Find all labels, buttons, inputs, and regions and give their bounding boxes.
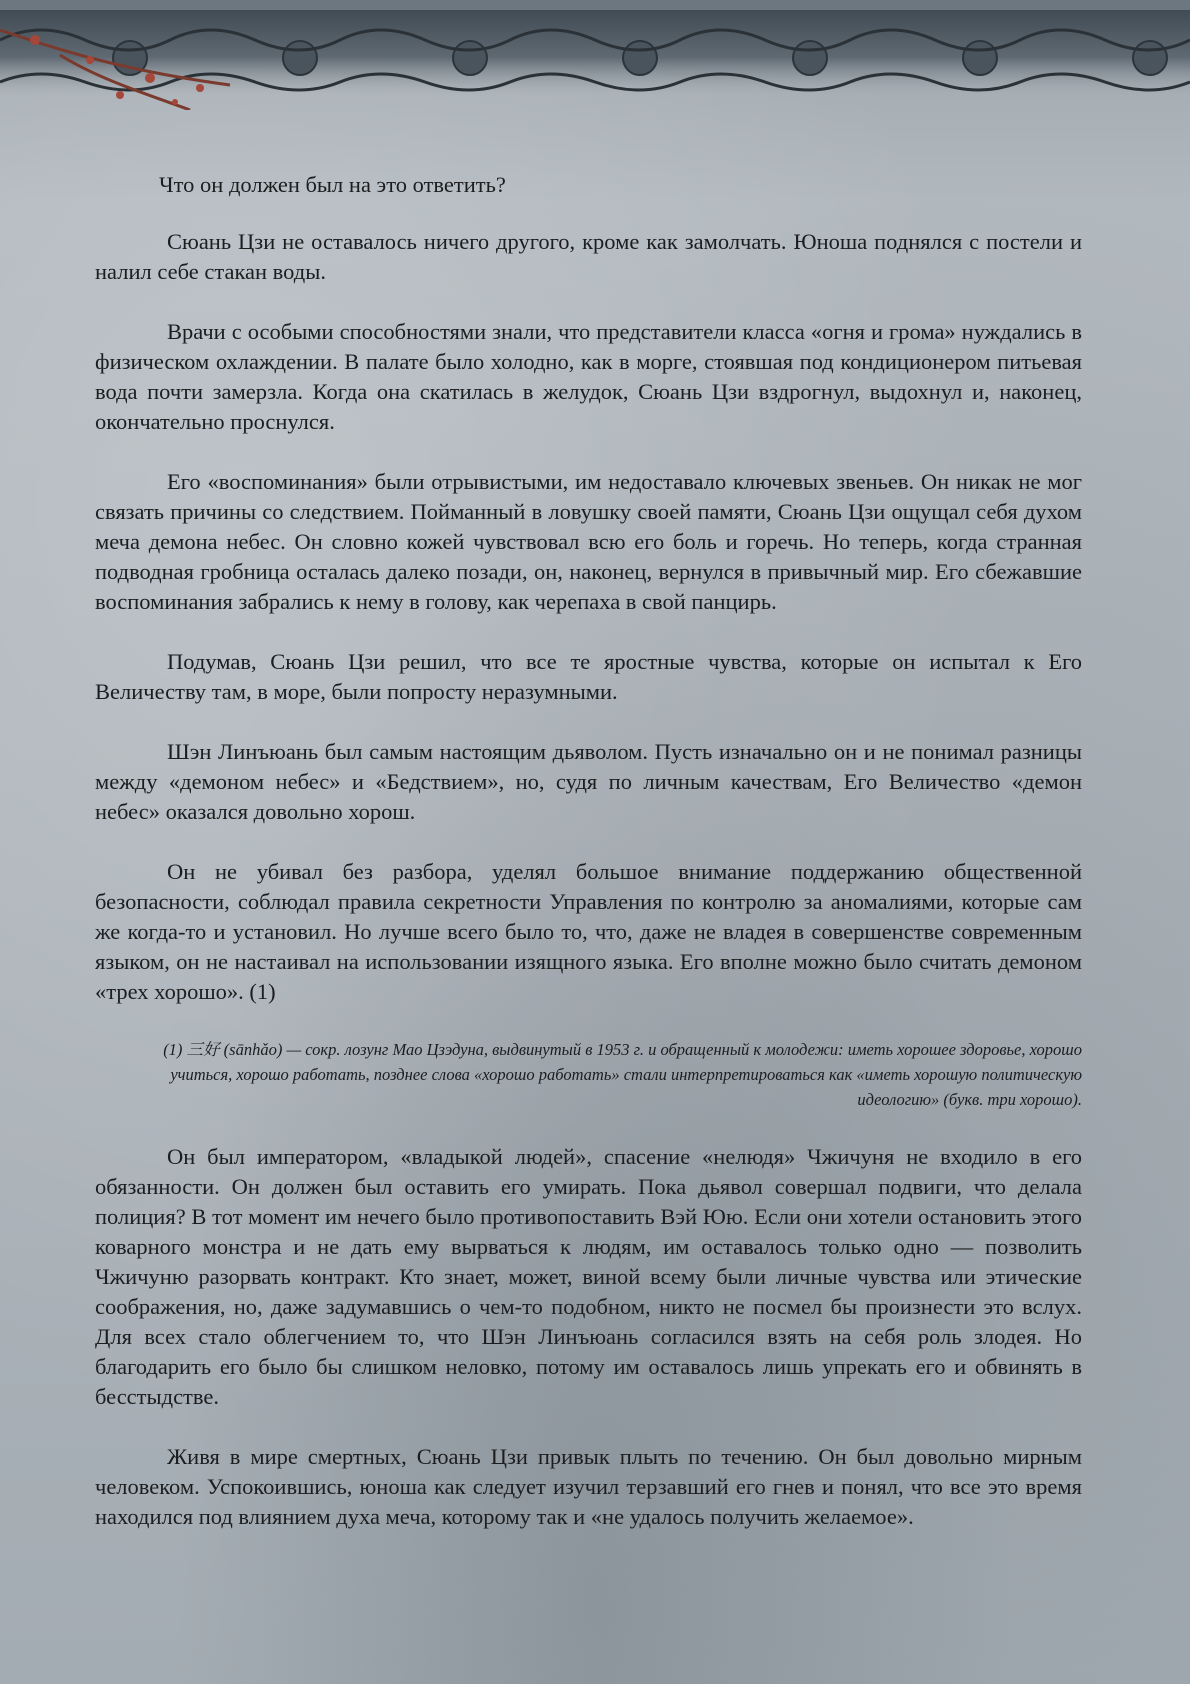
footnote: (1) 三好 (sānhǎo) — сокр. лозунг Мао Цзэдуна, выдвинутый в 1953 г. и обращенный к молодежи: иметь хорошее здоровье, хорошо учиться, хорошо работать, позднее слова «хорошо работать» стали интерпретироваться как «иметь хорошую политическую идеологию» (букв. три хорошо). xyxy=(163,1040,1082,1109)
paragraph: Подумав, Сюань Цзи решил, что все те яростные чувства, которые он испытал к Его Величеству там, в море, были попросту неразумными. xyxy=(95,649,1082,704)
paragraph: Шэн Линъюань был самым настоящим дьяволом. Пусть изначально он и не понимал разницы между «демоном небес» и «Бедствием», но, судя по личным качествам, Его Величество «демон небес» оказался довольно хорош. xyxy=(95,739,1082,824)
paragraph: Он не убивал без разбора, уделял большое внимание поддержанию общественной безопасности, соблюдал правила секретности Управления по контролю за аномалиями, которые сам же когда-то и установил. Но лучше всего было то, что, даже не владея в совершенстве современным языком, он не настаивал на использовании изящного языка. Его вполне можно было считать демоном «трех хорошо». (1) xyxy=(95,859,1082,1004)
paragraph: Врачи с особыми способностями знали, что представители класса «огня и грома» нуждались в физическом охлаждении. В палате было холодно, как в морге, стоявшая под кондиционером питьевая вода почти замерзла. Когда она скатилась в желудок, Сюань Цзи вздрогнул, выдохнул и, наконец, окончательно проснулся. xyxy=(95,319,1082,434)
paragraph: Живя в мире смертных, Сюань Цзи привык плыть по течению. Он был довольно мирным человеком. Успокоившись, юноша как следует изучил терзавший его гнев и понял, что все это время находился под влиянием духа меча, которому так и «не удалось получить желаемое». xyxy=(95,1444,1082,1529)
paragraph: Он был императором, «владыкой людей», спасение «нелюдя» Чжичуня не входило в его обязанности. Он должен был оставить его умирать. Пока дьявол совершал подвиги, что делала полиция? В тот момент им нечего было противопоставить Вэй Юю. Если они хотели остановить этого коварного монстра и не дать ему вырваться к людям, им оставалось только одно — позволить Чжичуню разорвать контракт. Кто знает, может, виной всему были личные чувства или этические соображения, но, даже задумавшись о чем-то подобном, никто не посмел бы произнести это вслух. Для всех стало облегчением то, что Шэн Линъюань согласился взять на себя роль злодея. Но благодарить его было бы слишком неловко, потому им оставалось лишь упрекать его и обвинять в бесстыдстве. xyxy=(95,1144,1082,1409)
paragraph: Что он должен был на это ответить? xyxy=(159,172,506,197)
paragraph: Его «воспоминания» были отрывистыми, им недоставало ключевых звеньев. Он никак не мог связать причины со следствием. Пойманный в ловушку своей памяти, Сюань Цзи ощущал себя духом меча демона небес. Он словно кожей чувствовал всю его боль и горечь. Но теперь, когда странная подводная гробница осталась далеко позади, он, наконец, вернулся в привычный мир. Его сбежавшие воспоминания забрались к нему в голову, как черепаха в свой панцирь. xyxy=(95,469,1082,614)
roof-tiles-decoration xyxy=(0,0,1190,110)
paragraph: Сюань Цзи не оставалось ничего другого, кроме как замолчать. Юноша поднялся с постели и налил себе стакан воды. xyxy=(95,229,1082,284)
text-body xyxy=(95,170,1082,1562)
